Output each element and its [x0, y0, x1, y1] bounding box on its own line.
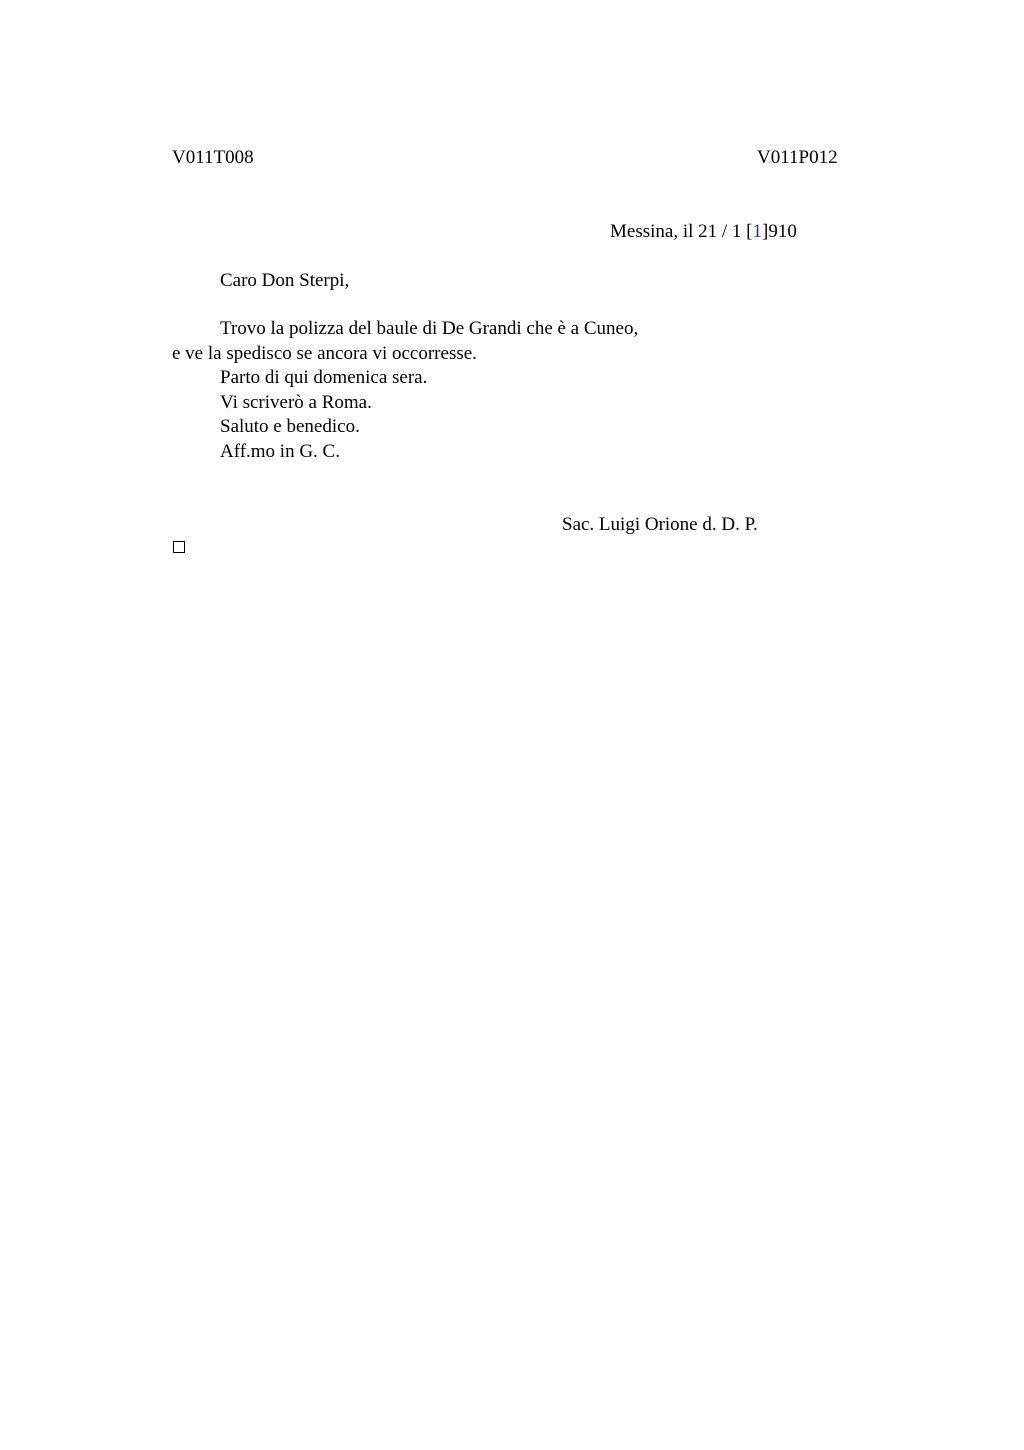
letter-body-line: Saluto e benedico.: [220, 416, 360, 437]
letter-body-line: Aff.mo in G. C.: [220, 440, 340, 462]
dateline-text-before: Messina, il 21 / 1 [: [610, 221, 753, 242]
letter-body-line: e ve la spedisco se ancora vi occorresse.: [172, 342, 477, 364]
letter-dateline: [610, 220, 797, 244]
document-code-right: V011P012: [757, 147, 838, 168]
square-outline-icon: [173, 541, 185, 553]
letter-body-line: Vi scriverò a Roma.: [220, 391, 372, 413]
letter-body: [172, 317, 638, 464]
letter-body-line: Trovo la polizza del baule di De Grandi che è a Cuneo,: [220, 318, 639, 339]
document-code-left: V011T008: [172, 147, 254, 168]
letter-salutation: Caro Don Sterpi,: [220, 270, 350, 291]
dateline-editorial-insert: 1: [752, 221, 762, 242]
letter-body-line: Parto di qui domenica sera.: [220, 367, 428, 388]
dateline-text-after: ]910: [762, 221, 797, 242]
letter-signature: Sac. Luigi Orione d. D. P.: [562, 514, 758, 535]
